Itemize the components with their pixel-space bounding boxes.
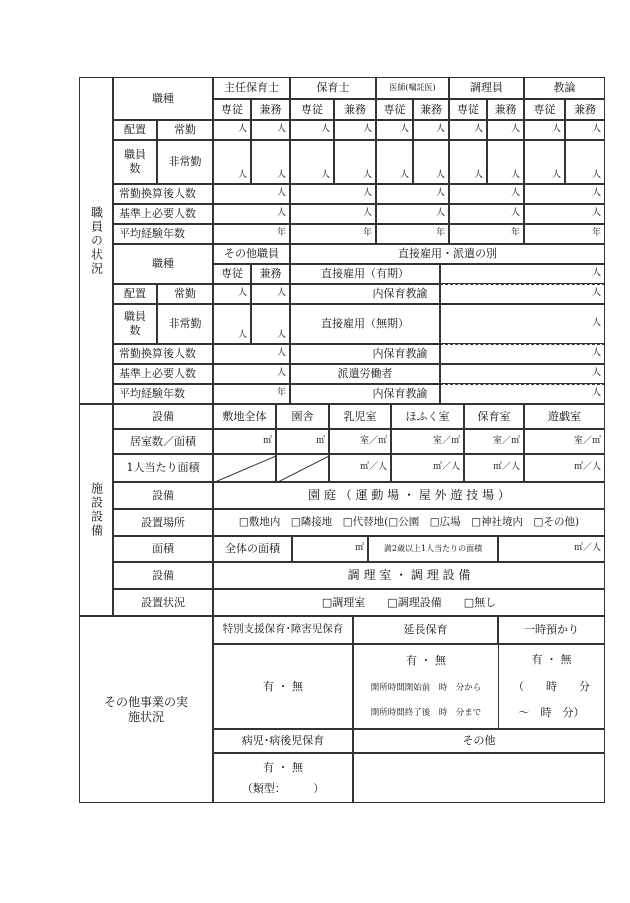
unit-cell: 人: [449, 204, 524, 224]
unit-cell: 人: [565, 120, 605, 140]
joukin-label: 常勤: [157, 120, 213, 140]
room-3: 乳児室: [329, 404, 391, 429]
unit-cell: 人: [565, 140, 605, 184]
unit-cell: 人: [487, 140, 524, 184]
unit-cell: 年: [449, 224, 524, 244]
uchi-hoiku-label-2: 内保育教諭: [290, 344, 440, 364]
unit-cell: 人: [487, 120, 524, 140]
extended-yes-no: 有 ・ 無: [406, 654, 446, 668]
unit-cell: 年: [524, 224, 605, 244]
status-options: □調理室 □調理設備 □無し: [213, 589, 605, 616]
diagonal-cell: [213, 454, 276, 482]
job-type-header: 職種: [113, 77, 213, 120]
total-area-label: 全体の面積: [213, 536, 292, 562]
other-staff-header: その他職員: [213, 244, 290, 264]
kenmu-3: 兼務: [413, 99, 449, 120]
heikin-label: 平均経験年数: [113, 224, 213, 244]
unit-cell: ㎡: [292, 536, 368, 562]
unit-cell: 人: [251, 120, 290, 140]
hijoukin-label: 非常勤: [157, 140, 213, 184]
unit-cell: 人: [213, 364, 290, 384]
unit-cell: 人: [334, 120, 376, 140]
unit-cell: 人: [290, 140, 334, 184]
unit-cell: 人: [440, 384, 605, 404]
unit-cell: 人: [376, 120, 413, 140]
room-area-cell: 室／ ㎡: [464, 429, 524, 454]
joukin-label-2: 常勤: [157, 284, 213, 304]
uchi-hoiku-label: 内保育教諭: [290, 284, 440, 304]
room-area-cell: 室／ ㎡: [524, 429, 605, 454]
senju-5: 専従: [524, 99, 565, 120]
garden-header: 園 庭 （ 運 動 場 ・ 屋 外 遊 技 場 ）: [213, 482, 605, 509]
job-header-1: 主任保育士: [213, 77, 290, 99]
senju-6: 専従: [213, 264, 251, 284]
status-label: 設置状況: [113, 589, 213, 616]
unit-cell: 人: [376, 204, 449, 224]
others-header: その他: [353, 729, 605, 753]
after-close-text: 開所時間終了後 時 分まで: [370, 708, 482, 719]
temporary-yes-no: 有 ・ 無: [531, 653, 572, 667]
unit-cell: 人: [449, 120, 487, 140]
time-to-text: ～ 時 分）: [518, 705, 585, 719]
diagonal-cell: [276, 454, 329, 482]
unit-cell: 人: [440, 344, 605, 364]
unit-cell: ㎡: [276, 429, 329, 454]
per-person-label: 1人当たり面積: [113, 454, 213, 482]
unit-cell: ㎡／人: [391, 454, 464, 482]
time-from-text: （ 時 分: [513, 679, 590, 693]
unit-cell: 人: [376, 184, 449, 204]
room-6: 遊戯室: [524, 404, 605, 429]
kenmu-4: 兼務: [487, 99, 524, 120]
sick-header: 病児･病後児保育: [213, 729, 353, 753]
location-label: 設置場所: [113, 509, 213, 536]
room-2: 園舎: [276, 404, 329, 429]
kenmu-2: 兼務: [334, 99, 376, 120]
kitchen-header: 調 理 室 ・ 調 理 設 備: [213, 562, 605, 589]
unit-cell: ㎡／人: [524, 454, 605, 482]
senju-3: 専従: [376, 99, 413, 120]
unit-cell: 人: [524, 184, 605, 204]
room-4: ほふく室: [391, 404, 464, 429]
unit-cell: 人: [213, 284, 251, 304]
unit-cell: ㎡／人: [329, 454, 391, 482]
setsubi-label-3: 設備: [113, 562, 213, 589]
direct-yuki-label: 直接雇用（有期）: [290, 264, 440, 284]
shokuin-kazu-label: 職員数: [113, 140, 157, 184]
unit-cell: 人: [449, 140, 487, 184]
kenmu-6: 兼務: [251, 264, 290, 284]
job-header-5: 教論: [524, 77, 605, 99]
unit-cell: ㎡／人: [464, 454, 524, 482]
unit-cell: 人: [440, 264, 605, 284]
unit-cell: 人: [213, 304, 251, 344]
location-options: □敷地内 □隣接地 □代替地(□公園 □広場 □神社境内 □その他): [213, 509, 605, 536]
haichi-label: 配置: [113, 120, 157, 140]
hijoukin-label-2: 非常勤: [157, 304, 213, 344]
staff-section-label: 職員の状況: [79, 77, 113, 404]
kenmu-1: 兼務: [251, 99, 290, 120]
facility-section-label: 施設設備: [79, 404, 113, 616]
unit-cell: 人: [213, 204, 290, 224]
job-type-header-2: 職種: [113, 244, 213, 284]
unit-cell: 人: [251, 140, 290, 184]
senju-4: 専従: [449, 99, 487, 120]
job-header-4: 調理員: [449, 77, 524, 99]
heikin-label-2: 平均経験年数: [113, 384, 213, 404]
over2-label: 満2歳以上1人当たりの面積: [368, 536, 498, 562]
extended-cell: [353, 644, 498, 729]
unit-cell: 人: [440, 364, 605, 384]
unit-cell: 人: [376, 140, 413, 184]
room-area-label: 居室数／面積: [113, 429, 213, 454]
job-header-2: 保育士: [290, 77, 376, 99]
sick-type: （類型： ）: [241, 781, 325, 795]
direct-haken-header: 直接雇用・派遣の別: [290, 244, 605, 264]
unit-cell: 年: [213, 384, 290, 404]
kijun-label: 基準上必要人数: [113, 204, 213, 224]
shokuin-kazu-label-2: 職員数: [113, 304, 157, 344]
unit-cell: ㎡: [213, 429, 276, 454]
unit-cell: 人: [213, 120, 251, 140]
unit-cell: 年: [376, 224, 449, 244]
kijun-label-2: 基準上必要人数: [113, 364, 213, 384]
temporary-cell: [498, 644, 605, 729]
unit-cell: 人: [524, 204, 605, 224]
unit-cell: 人: [440, 304, 605, 344]
special-header: 特別支援保育･障害児保育: [213, 616, 353, 644]
unit-cell: 人: [449, 184, 524, 204]
unit-cell: 人: [213, 344, 290, 364]
haken-label: 派遣労働者: [290, 364, 440, 384]
job-header-3: 医師(嘱託医): [376, 77, 449, 99]
unit-cell: 人: [213, 140, 251, 184]
unit-cell: 人: [413, 120, 449, 140]
others-cell: [353, 753, 605, 803]
senju-2: 専従: [290, 99, 334, 120]
uchi-hoiku-label-3: 内保育教諭: [290, 384, 440, 404]
unit-cell: ㎡／人: [498, 536, 605, 562]
setsubi-label: 設備: [113, 404, 213, 429]
room-5: 保育室: [464, 404, 524, 429]
haichi-label-2: 配置: [113, 284, 157, 304]
unit-cell: 人: [251, 284, 290, 304]
room-area-cell: 室／ ㎡: [391, 429, 464, 454]
sick-cell: [213, 753, 353, 803]
unit-cell: 人: [290, 204, 376, 224]
setsubi-label-2: 設備: [113, 482, 213, 509]
unit-cell: 人: [290, 184, 376, 204]
unit-cell: 人: [524, 120, 565, 140]
kansan-label-2: 常勤換算後人数: [113, 344, 213, 364]
unit-cell: 人: [440, 284, 605, 304]
unit-cell: 人: [334, 140, 376, 184]
senju-1: 専従: [213, 99, 251, 120]
extended-header: 延長保育: [353, 616, 498, 644]
kenmu-5: 兼務: [565, 99, 605, 120]
unit-cell: 人: [213, 184, 290, 204]
other-section-label: その他事業の実施状況: [79, 616, 213, 803]
unit-cell: 年: [290, 224, 376, 244]
temporary-header: 一時預かり: [498, 616, 605, 644]
before-open-text: 開所時間開始前 時 分から: [370, 682, 482, 693]
special-yes-no: 有 ・ 無: [213, 644, 353, 729]
room-1: 敷地全体: [213, 404, 276, 429]
sick-yes-no: 有 ・ 無: [263, 760, 303, 774]
kansan-label: 常勤換算後人数: [113, 184, 213, 204]
menseki-label: 面積: [113, 536, 213, 562]
unit-cell: 人: [413, 140, 449, 184]
unit-cell: 人: [524, 140, 565, 184]
room-area-cell: 室／ ㎡: [329, 429, 391, 454]
unit-cell: 人: [290, 120, 334, 140]
direct-muki-label: 直接雇用（無期）: [290, 304, 440, 344]
unit-cell: 年: [213, 224, 290, 244]
unit-cell: 人: [251, 304, 290, 344]
